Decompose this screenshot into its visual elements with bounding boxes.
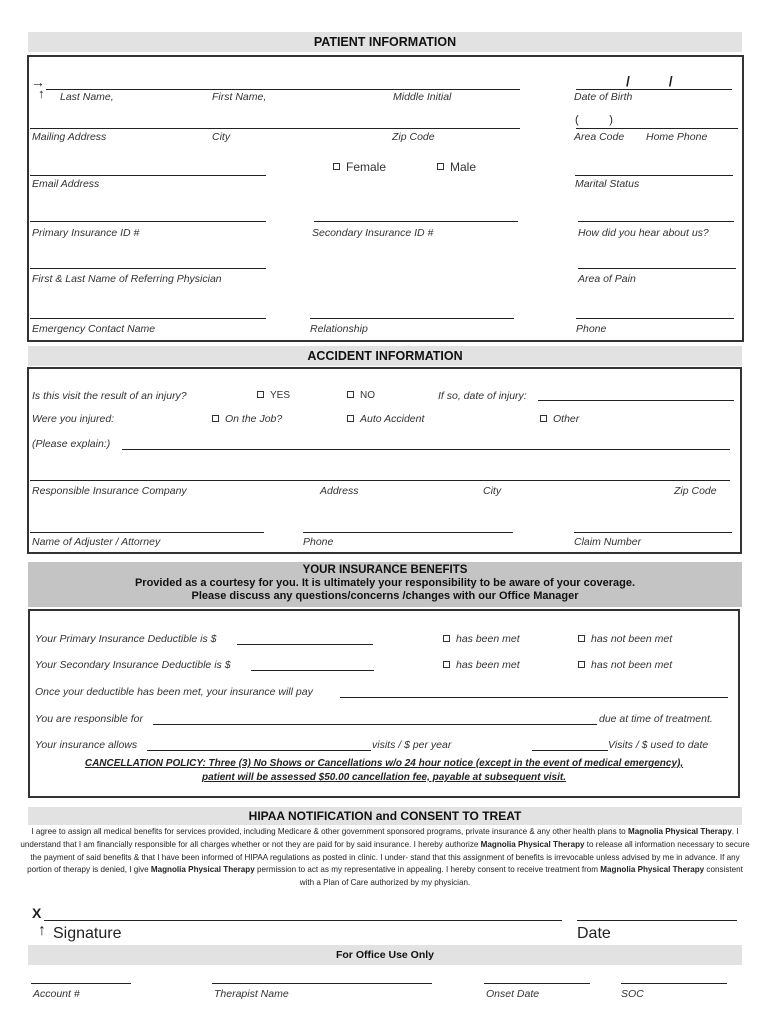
primary-not-met-label: has not been met xyxy=(591,633,673,645)
due-at-treatment-label: due at time of treatment. xyxy=(599,713,713,725)
yes-label: YES xyxy=(270,390,291,401)
relationship-label: Relationship xyxy=(310,323,368,335)
signature-x: X xyxy=(32,905,42,921)
cancellation-policy xyxy=(32,757,736,785)
cancellation-policy-line-1: CANCELLATION POLICY: Three (3) No Shows or Cancellations w/o 24 hour notice (except in the event of medical emergency), xyxy=(84,758,684,769)
arrow-up-icon: ↑ xyxy=(38,922,46,939)
other-label: Other xyxy=(553,413,580,425)
therapist-label: Therapist Name xyxy=(214,988,289,1000)
secondary-insurance-label: Secondary Insurance ID # xyxy=(312,227,434,239)
middle-initial-label: Middle Initial xyxy=(393,91,452,103)
company-name: Magnolia Physical Therapy xyxy=(480,839,585,849)
zip-code-label: Zip Code xyxy=(392,131,435,143)
signature-label: Signature xyxy=(53,925,122,942)
hipaa-header: HIPAA NOTIFICATION and CONSENT TO TREAT xyxy=(28,807,742,825)
area-pain-line[interactable] xyxy=(578,268,736,269)
accident-info-header: ACCIDENT INFORMATION xyxy=(28,346,742,366)
soc-label: SOC xyxy=(621,988,644,1000)
auto-accident-label: Auto Accident xyxy=(360,413,425,425)
benefits-title: YOUR INSURANCE BENEFITS xyxy=(302,564,468,576)
insurance-city-label: City xyxy=(483,485,502,497)
visits-used-label: Visits / $ used to date xyxy=(608,739,709,751)
date-label: Date xyxy=(577,925,611,942)
visits-used-line[interactable] xyxy=(532,750,608,751)
date-line[interactable] xyxy=(577,920,737,921)
hipaa-text-1: I agree to assign all medical benefits for services provided, including Medicare & other government sponsored programs, private insurance & any other health plans to xyxy=(31,827,626,836)
visits-per-year-label: visits / $ per year xyxy=(372,739,452,751)
marital-status-label: Marital Status xyxy=(575,178,640,190)
account-label: Account # xyxy=(33,988,80,1000)
referring-physician-label: First & Last Name of Referring Physician xyxy=(32,273,222,285)
male-checkbox[interactable] xyxy=(437,160,476,174)
claim-number-line[interactable] xyxy=(574,532,732,533)
patient-info-box xyxy=(27,55,744,342)
hipaa-text-3: to release all information necessary to secure the payment of said benefits & that I have been informed of HIPAA regulations as posted in clinic. I under- stand that this assignment of benefits is irrevocable unless advised by me in advance. If any portion of therapy is denied, I give xyxy=(27,839,750,875)
name-line[interactable] xyxy=(46,89,520,90)
responsible-for-line[interactable] xyxy=(153,724,597,725)
arrow-up-icon: ↑ xyxy=(38,86,45,101)
office-use-header: For Office Use Only xyxy=(28,945,742,965)
home-phone-label: Home Phone xyxy=(646,131,708,143)
once-met-line[interactable] xyxy=(340,697,728,698)
secondary-deductible-line[interactable] xyxy=(251,670,374,671)
yes-checkbox[interactable] xyxy=(257,390,290,401)
primary-not-met-checkbox[interactable] xyxy=(578,633,672,645)
adjuster-phone-line[interactable] xyxy=(303,532,513,533)
auto-accident-checkbox[interactable] xyxy=(347,413,424,425)
no-checkbox[interactable] xyxy=(347,390,375,401)
company-name: Magnolia Physical Therapy xyxy=(600,865,705,875)
primary-met-label: has been met xyxy=(456,633,520,645)
onset-date-line[interactable] xyxy=(484,983,590,984)
primary-deductible-label: Your Primary Insurance Deductible is $ xyxy=(35,633,217,645)
were-injured-label: Were you injured: xyxy=(32,413,115,425)
therapist-line[interactable] xyxy=(212,983,432,984)
patient-info-header: PATIENT INFORMATION xyxy=(28,32,742,52)
last-name-label: Last Name, xyxy=(60,91,114,103)
how-hear-label: How did you hear about us? xyxy=(578,227,709,239)
city-label: City xyxy=(212,131,231,143)
emergency-contact-label: Emergency Contact Name xyxy=(32,323,156,335)
other-checkbox[interactable] xyxy=(540,413,579,425)
dob-label: Date of Birth xyxy=(574,91,633,103)
explain-line-2[interactable] xyxy=(30,480,730,481)
arrow-right-icon: → xyxy=(31,74,45,90)
dob-slashes: / / xyxy=(626,73,673,89)
email-label: Email Address xyxy=(32,178,100,190)
on-job-checkbox[interactable] xyxy=(212,413,282,425)
secondary-deductible-label: Your Secondary Insurance Deductible is $ xyxy=(35,659,231,671)
emergency-phone-label: Phone xyxy=(576,323,607,335)
company-name: Magnolia Physical Therapy xyxy=(150,865,255,875)
home-phone-line[interactable] xyxy=(576,128,738,129)
primary-met-checkbox[interactable] xyxy=(443,633,520,645)
hipaa-text-5: consistent with a Plan of Care authorized by my physician. xyxy=(299,865,743,888)
once-met-label: Once your deductible has been met, your insurance will pay xyxy=(35,686,313,698)
no-label: NO xyxy=(360,390,375,401)
secondary-insurance-line[interactable] xyxy=(314,221,518,222)
female-checkbox[interactable] xyxy=(333,160,386,174)
insurance-address-label: Address xyxy=(320,485,359,497)
primary-insurance-line[interactable] xyxy=(30,221,266,222)
male-label: Male xyxy=(450,160,477,174)
responsible-for-label: You are responsible for xyxy=(35,713,143,725)
primary-deductible-line[interactable] xyxy=(237,644,373,645)
area-code-label: Area Code xyxy=(574,131,625,143)
female-label: Female xyxy=(346,160,387,174)
primary-insurance-label: Primary Insurance ID # xyxy=(32,227,140,239)
responsible-insurance-label: Responsible Insurance Company xyxy=(32,485,187,497)
secondary-met-label: has been met xyxy=(456,659,520,671)
onset-date-label: Onset Date xyxy=(486,988,540,1000)
date-of-injury-line[interactable] xyxy=(538,400,734,401)
company-name: Magnolia Physical Therapy xyxy=(627,827,732,836)
secondary-not-met-label: has not been met xyxy=(591,659,673,671)
soc-line[interactable] xyxy=(621,983,727,984)
account-line[interactable] xyxy=(31,983,131,984)
hipaa-paragraph xyxy=(20,826,750,890)
hipaa-text-2: . I understand that I am financially responsible for all charges whether or not they are paid for by said insurance. I hereby authorize xyxy=(20,827,739,849)
benefits-banner xyxy=(28,562,742,607)
signature-line[interactable] xyxy=(44,920,562,921)
address-line[interactable] xyxy=(30,128,520,129)
email-line[interactable] xyxy=(30,175,266,176)
marital-status-line[interactable] xyxy=(575,175,733,176)
emergency-contact-line[interactable] xyxy=(30,318,266,319)
injury-question-label: Is this visit the result of an injury? xyxy=(32,390,187,402)
first-name-label: First Name, xyxy=(212,91,267,103)
cancellation-policy-line-2: patient will be assessed $50.00 cancellation fee, payable at subsequent visit. xyxy=(201,772,567,783)
how-hear-line[interactable] xyxy=(578,221,734,222)
hipaa-text-4: permission to act as my representative in appealing. I hereby consent to receive treatment from xyxy=(257,865,599,875)
date-of-injury-label: If so, date of injury: xyxy=(438,390,527,402)
phone-parens: ( ) xyxy=(575,114,613,126)
secondary-met-checkbox[interactable] xyxy=(443,659,520,671)
emergency-phone-line[interactable] xyxy=(576,318,734,319)
explain-line[interactable] xyxy=(122,449,730,450)
mailing-address-label: Mailing Address xyxy=(32,131,107,143)
relationship-line[interactable] xyxy=(310,318,514,319)
secondary-not-met-checkbox[interactable] xyxy=(578,659,672,671)
benefits-office-manager-line: Please discuss any questions/concerns /changes with our Office Manager xyxy=(191,589,579,602)
adjuster-phone-label: Phone xyxy=(303,536,334,548)
insurance-allows-line[interactable] xyxy=(147,750,371,751)
insurance-zip-label: Zip Code xyxy=(674,485,717,497)
insurance-allows-label: Your insurance allows xyxy=(35,739,138,751)
on-job-label: On the Job? xyxy=(225,413,283,425)
benefits-courtesy-line: Provided as a courtesy for you. It is ultimately your responsibility to be aware of your coverage. xyxy=(134,576,636,589)
adjuster-label: Name of Adjuster / Attorney xyxy=(32,536,161,548)
referring-physician-line[interactable] xyxy=(30,268,266,269)
explain-label: (Please explain:) xyxy=(32,438,111,450)
adjuster-line[interactable] xyxy=(30,532,264,533)
area-pain-label: Area of Pain xyxy=(578,273,636,285)
dob-line[interactable] xyxy=(576,89,732,90)
claim-number-label: Claim Number xyxy=(574,536,642,548)
